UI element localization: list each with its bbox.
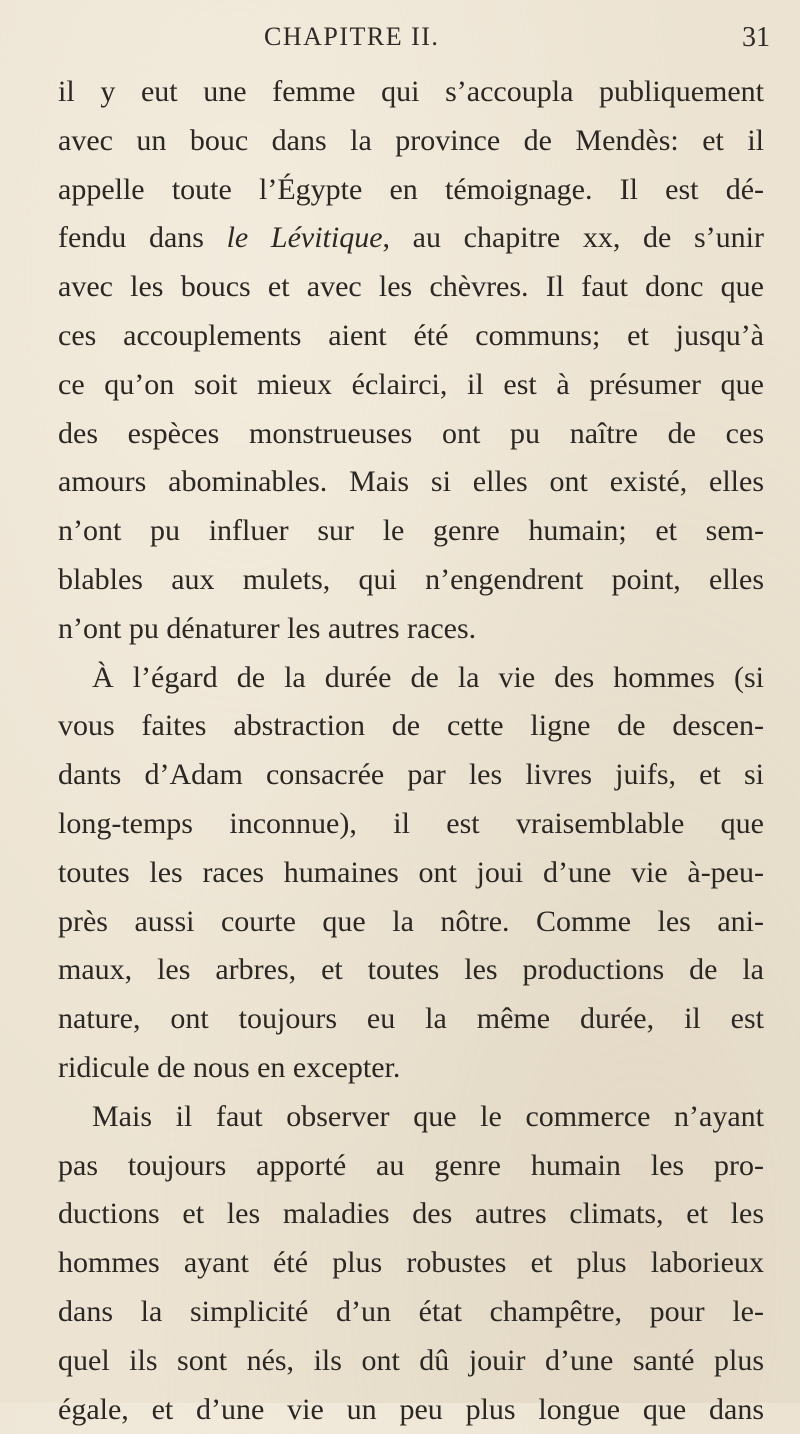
text-line: n’ont pu dénaturer les autres races. [58, 611, 477, 645]
text-line: long-temps inconnue), il est vraisemblable que [58, 806, 764, 840]
text-line: des espèces monstrueuses ont pu naître de ces [58, 416, 764, 450]
text-line: avec les boucs et avec les chèvres. Il faut donc que [58, 270, 764, 304]
text-line: près aussi courte que la nôtre. Comme les ani- [58, 904, 764, 938]
text-line: hommes ayant été plus robustes et plus laborieux [58, 1246, 764, 1280]
text-line: ductions et les maladies des autres climats, et les [58, 1197, 764, 1231]
text-line: dants d’Adam consacrée par les livres juifs, et si [58, 758, 764, 792]
text-line: quel ils sont nés, ils ont dû jouir d’une santé plus [58, 1343, 764, 1377]
text-line: amours abominables. Mais si elles ont existé, elles [58, 465, 764, 499]
text-line: ces accouplements aient été communs; et jusqu’à [58, 318, 764, 352]
text-line: blables aux mulets, qui n’engendrent point, elles [58, 562, 764, 596]
text-line: toutes les races humaines ont joui d’une vie à-peu- [58, 855, 764, 889]
text-line: maux, les arbres, et toutes les productions de la [58, 953, 764, 987]
text-line: vous faites abstraction de cette ligne de descen- [58, 709, 764, 743]
text-line: nature, ont toujours eu la même durée, il est [58, 1002, 764, 1036]
text-line: avec un bouc dans la province de Mendès: et il [58, 123, 764, 157]
page-number: 31 [742, 22, 770, 53]
text-line: pas toujours apporté au genre humain les pro- [58, 1148, 764, 1182]
text-line: appelle toute l’Égypte en témoignage. Il est dé- [58, 172, 764, 206]
text-line: ridicule de nous en excepter. [58, 1050, 401, 1084]
body-text [58, 68, 764, 1434]
text-line: ce qu’on soit mieux éclairci, il est à présumer que [58, 367, 764, 401]
text-line: Mais il faut observer que le commerce n’ayant [92, 1099, 764, 1133]
text-line: À l’égard de la durée de la vie des hommes (si [92, 660, 764, 694]
text-line [58, 214, 764, 263]
text-segment: fendu dans [58, 221, 227, 255]
text-line: dans la simplicité d’un état champêtre, pour le- [58, 1294, 764, 1328]
italic-book-title: le Lévitique [226, 221, 383, 255]
text-line: n’ont pu influer sur le genre humain; et sem- [58, 514, 764, 548]
text-segment: , au chapitre xx, de s’unir [382, 221, 764, 255]
running-head [0, 22, 800, 62]
chapter-heading: CHAPITRE II. [264, 22, 440, 51]
text-line: il y eut une femme qui s’accoupla publiquement [58, 75, 764, 108]
text-line: égale, et d’une vie un peu plus longue que dans [58, 1392, 764, 1426]
